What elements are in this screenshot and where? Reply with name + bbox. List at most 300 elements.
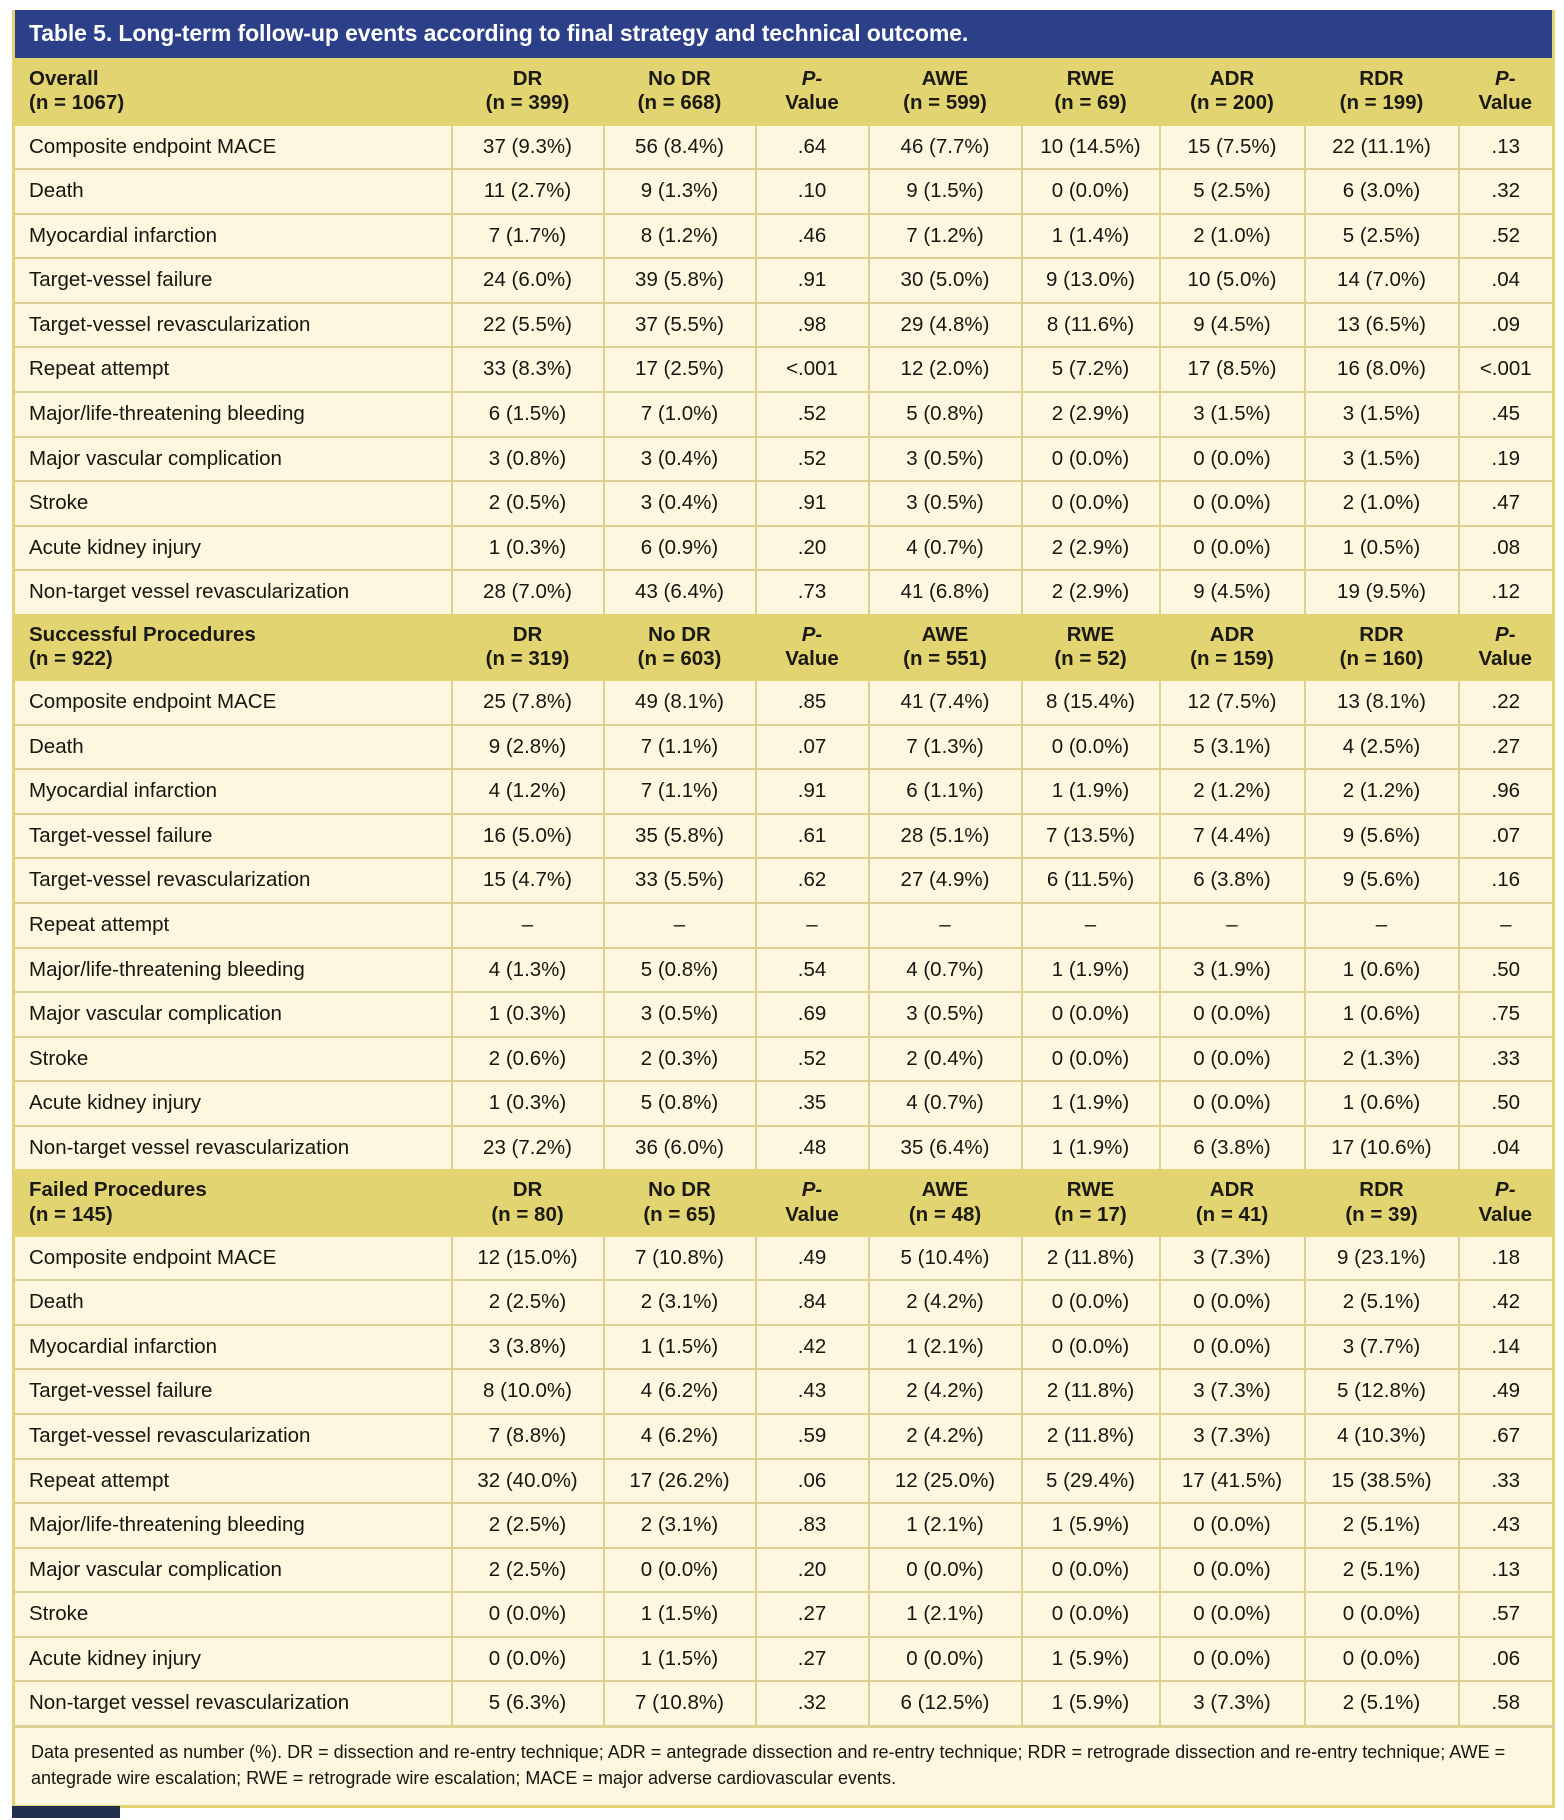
row-label: Stroke [14, 481, 452, 526]
table-cell: 6 (1.1%) [869, 769, 1022, 814]
table-cell: 0 (0.0%) [1160, 1280, 1305, 1325]
table-cell: 0 (0.0%) [452, 1637, 604, 1682]
table-cell: .52 [1459, 214, 1554, 259]
table-cell: 29 (4.8%) [869, 303, 1022, 348]
column-header [1022, 1169, 1160, 1236]
table-cell: 2 (5.1%) [1305, 1548, 1459, 1593]
table-cell: 17 (8.5%) [1160, 347, 1305, 392]
table-row [14, 814, 1554, 859]
section-title: Failed Procedures [29, 1178, 207, 1202]
table-cell: 1 (1.5%) [604, 1592, 756, 1637]
column-header-top: DR [512, 1178, 543, 1202]
table-cell: .84 [756, 1280, 869, 1325]
row-label: Major/life-threatening bleeding [14, 948, 452, 993]
table-cell: 9 (2.8%) [452, 725, 604, 770]
table-cell: 0 (0.0%) [1160, 1637, 1305, 1682]
table-cell: .54 [756, 948, 869, 993]
table-cell: .12 [1459, 570, 1554, 614]
column-header [756, 58, 869, 125]
table-cell: 0 (0.0%) [1160, 992, 1305, 1037]
table-cell: 1 (5.9%) [1022, 1637, 1160, 1682]
table-cell: .08 [1459, 526, 1554, 571]
column-header-bottom: (n = 200) [1190, 91, 1274, 115]
footnote-row [14, 1726, 1554, 1806]
table-cell: 2 (2.5%) [452, 1503, 604, 1548]
table-cell: 7 (10.8%) [604, 1237, 756, 1281]
table-cell: 3 (1.5%) [1305, 392, 1459, 437]
table-cell: 13 (8.1%) [1305, 681, 1459, 725]
table-cell: 8 (11.6%) [1022, 303, 1160, 348]
column-header-bottom: Value [1478, 91, 1533, 115]
column-header-bottom: (n = 80) [491, 1202, 564, 1226]
table-cell: 0 (0.0%) [1022, 725, 1160, 770]
column-header-top: AWE [921, 67, 969, 91]
table-cell: 2 (0.3%) [604, 1037, 756, 1082]
section-name [14, 614, 452, 681]
table-cell: 7 (4.4%) [1160, 814, 1305, 859]
column-header-top: P- [1495, 622, 1516, 646]
table-cell: 9 (4.5%) [1160, 303, 1305, 348]
table-cell: 8 (10.0%) [452, 1369, 604, 1414]
table-cell: .19 [1459, 437, 1554, 482]
table-cell: – [604, 903, 756, 948]
table-row [14, 725, 1554, 770]
table-cell: .14 [1459, 1325, 1554, 1370]
table-cell: .49 [1459, 1369, 1554, 1414]
table-cell: 24 (6.0%) [452, 258, 604, 303]
table-row [14, 1369, 1554, 1414]
column-header-bottom: (n = 17) [1054, 1202, 1127, 1226]
table-cell: <.001 [1459, 347, 1554, 392]
row-label: Non-target vessel revascularization [14, 570, 452, 614]
table-cell: 3 (7.3%) [1160, 1414, 1305, 1459]
table-cell: 0 (0.0%) [1160, 1503, 1305, 1548]
column-header [869, 614, 1022, 681]
column-header-top: ADR [1209, 622, 1255, 646]
table-cell: 9 (1.3%) [604, 169, 756, 214]
column-header-bottom: (n = 551) [903, 647, 987, 671]
column-header [756, 1169, 869, 1236]
table-cell: 4 (1.2%) [452, 769, 604, 814]
table-cell: .35 [756, 1081, 869, 1126]
column-header-bottom: Value [785, 647, 839, 671]
table-cell: 7 (8.8%) [452, 1414, 604, 1459]
section-name [14, 58, 452, 125]
table-cell: 12 (2.0%) [869, 347, 1022, 392]
table-cell: 28 (7.0%) [452, 570, 604, 614]
table-cell: .47 [1459, 481, 1554, 526]
column-header-bottom: (n = 39) [1345, 1202, 1418, 1226]
table-cell: 2 (2.5%) [452, 1280, 604, 1325]
table-cell: .09 [1459, 303, 1554, 348]
table-cell: 2 (1.0%) [1305, 481, 1459, 526]
table-cell: 1 (1.4%) [1022, 214, 1160, 259]
table-cell: 33 (8.3%) [452, 347, 604, 392]
table-cell: 2 (2.9%) [1022, 526, 1160, 571]
table-cell: 3 (7.7%) [1305, 1325, 1459, 1370]
table-cell: 0 (0.0%) [1160, 1037, 1305, 1082]
table-cell: 3 (0.5%) [869, 992, 1022, 1037]
table-cell: .13 [1459, 1548, 1554, 1593]
page-bleed-strip [12, 1802, 1552, 1818]
table-cell: – [1305, 903, 1459, 948]
table-cell: 4 (2.5%) [1305, 725, 1459, 770]
table-cell: 5 (7.2%) [1022, 347, 1160, 392]
table-cell: 2 (2.5%) [452, 1548, 604, 1593]
column-header-bottom: (n = 668) [637, 91, 722, 115]
row-label: Target-vessel failure [14, 1369, 452, 1414]
row-label: Acute kidney injury [14, 1637, 452, 1682]
table-cell: 0 (0.0%) [1160, 481, 1305, 526]
column-header-bottom: (n = 48) [908, 1202, 982, 1226]
column-header [1160, 614, 1305, 681]
table-cell: 0 (0.0%) [1022, 481, 1160, 526]
table-cell: .42 [756, 1325, 869, 1370]
table-cell: 6 (3.8%) [1160, 858, 1305, 903]
section-n: (n = 922) [29, 647, 113, 671]
table-cell: .50 [1459, 1081, 1554, 1126]
column-header-bottom: Value [1478, 1202, 1533, 1226]
table-cell: 41 (7.4%) [869, 681, 1022, 725]
table-cell: 4 (0.7%) [869, 948, 1022, 993]
column-header-bottom: (n = 199) [1339, 91, 1424, 115]
table-cell: – [1160, 903, 1305, 948]
column-header [604, 58, 756, 125]
table-cell: 10 (14.5%) [1022, 126, 1160, 170]
table-cell: 10 (5.0%) [1160, 258, 1305, 303]
table-cell: .59 [756, 1414, 869, 1459]
table-cell: 23 (7.2%) [452, 1126, 604, 1170]
table-cell: .83 [756, 1503, 869, 1548]
table-cell: 1 (0.3%) [452, 526, 604, 571]
section-n: (n = 145) [29, 1202, 113, 1226]
table-cell: 0 (0.0%) [869, 1548, 1022, 1593]
table-row [14, 1414, 1554, 1459]
table-cell: .07 [1459, 814, 1554, 859]
table-cell: .98 [756, 303, 869, 348]
row-label: Death [14, 1280, 452, 1325]
column-header-bottom: Value [785, 91, 839, 115]
table-cell: 1 (2.1%) [869, 1503, 1022, 1548]
section-header-row [14, 58, 1554, 125]
column-header-top: RDR [1359, 1178, 1404, 1202]
column-header [869, 58, 1022, 125]
row-label: Major vascular complication [14, 1548, 452, 1593]
column-header [604, 1169, 756, 1236]
column-header-top: RDR [1359, 67, 1404, 91]
column-header [452, 1169, 604, 1236]
row-label: Death [14, 169, 452, 214]
table-cell: 0 (0.0%) [1022, 1325, 1160, 1370]
table-cell: 0 (0.0%) [604, 1548, 756, 1593]
table-cell: 0 (0.0%) [1160, 526, 1305, 571]
column-header [1305, 58, 1459, 125]
row-label: Composite endpoint MACE [14, 126, 452, 170]
table-cell: .06 [756, 1459, 869, 1504]
table-row [14, 1325, 1554, 1370]
table-cell: 1 (0.6%) [1305, 948, 1459, 993]
table-cell: .43 [756, 1369, 869, 1414]
table-cell: 7 (1.0%) [604, 392, 756, 437]
table-cell: 7 (1.1%) [604, 725, 756, 770]
table-cell: 5 (2.5%) [1305, 214, 1459, 259]
table-cell: .20 [756, 526, 869, 571]
table-cell: 1 (1.5%) [604, 1325, 756, 1370]
row-label: Myocardial infarction [14, 769, 452, 814]
column-header [1305, 1169, 1459, 1236]
table-cell: 6 (12.5%) [869, 1681, 1022, 1726]
table-cell: 2 (11.8%) [1022, 1369, 1160, 1414]
column-header-top: RWE [1066, 1178, 1115, 1202]
table-row [14, 1459, 1554, 1504]
table-cell: 1 (1.9%) [1022, 1081, 1160, 1126]
table-cell: .49 [756, 1237, 869, 1281]
table-cell: .43 [1459, 1503, 1554, 1548]
column-header-top: AWE [921, 1178, 969, 1202]
column-header [604, 614, 756, 681]
column-header-bottom: (n = 599) [903, 91, 987, 115]
table-row [14, 1081, 1554, 1126]
table-cell: 4 (6.2%) [604, 1414, 756, 1459]
table-cell: 30 (5.0%) [869, 258, 1022, 303]
table-cell: 2 (0.6%) [452, 1037, 604, 1082]
column-header [452, 58, 604, 125]
table-cell: 5 (12.8%) [1305, 1369, 1459, 1414]
table-cell: .50 [1459, 948, 1554, 993]
table-cell: 5 (6.3%) [452, 1681, 604, 1726]
table-cell: 0 (0.0%) [1160, 1592, 1305, 1637]
table-cell: .33 [1459, 1037, 1554, 1082]
table-cell: .85 [756, 681, 869, 725]
table-cell: 2 (4.2%) [869, 1414, 1022, 1459]
table-cell: .73 [756, 570, 869, 614]
table-cell: 4 (6.2%) [604, 1369, 756, 1414]
table-cell: 4 (0.7%) [869, 1081, 1022, 1126]
table-cell: – [1459, 903, 1554, 948]
table-cell: .13 [1459, 126, 1554, 170]
table-cell: 39 (5.8%) [604, 258, 756, 303]
table-cell: .91 [756, 258, 869, 303]
column-header-top: ADR [1209, 67, 1255, 91]
table-cell: 0 (0.0%) [1160, 1548, 1305, 1593]
table-cell: 3 (0.4%) [604, 481, 756, 526]
table-cell: 0 (0.0%) [1022, 437, 1160, 482]
table-cell: 12 (25.0%) [869, 1459, 1022, 1504]
table-cell: 1 (5.9%) [1022, 1503, 1160, 1548]
table-cell: 56 (8.4%) [604, 126, 756, 170]
row-label: Stroke [14, 1592, 452, 1637]
table-cell: 17 (41.5%) [1160, 1459, 1305, 1504]
table-cell: 0 (0.0%) [452, 1592, 604, 1637]
column-header-bottom: (n = 69) [1054, 91, 1127, 115]
table-cell: .10 [756, 169, 869, 214]
table-cell: 32 (40.0%) [452, 1459, 604, 1504]
table-cell: 0 (0.0%) [1022, 1592, 1160, 1637]
section-header-row [14, 1169, 1554, 1236]
table-cell: 1 (0.5%) [1305, 526, 1459, 571]
table-cell: 9 (1.5%) [869, 169, 1022, 214]
bleed-block [12, 1806, 120, 1818]
table-cell: 19 (9.5%) [1305, 570, 1459, 614]
table-row [14, 258, 1554, 303]
table-cell: 3 (1.5%) [1305, 437, 1459, 482]
table-cell: 1 (2.1%) [869, 1592, 1022, 1637]
table-footnote: Data presented as number (%). DR = dissection and re-entry technique; ADR = antegrade dissection and re-entry technique; RDR = retrograde dissection and re-entry technique; AWE = antegrade wire escalation; RWE = retrograde wire escalation; MACE = major adverse cardiovascular events. [14, 1726, 1554, 1806]
column-header-top: No DR [648, 1178, 711, 1202]
table-row [14, 769, 1554, 814]
table-cell: 7 (1.3%) [869, 725, 1022, 770]
table-cell: 6 (1.5%) [452, 392, 604, 437]
table-cell: 14 (7.0%) [1305, 258, 1459, 303]
row-label: Myocardial infarction [14, 1325, 452, 1370]
table-cell: 1 (1.9%) [1022, 948, 1160, 993]
table-cell: 17 (10.6%) [1305, 1126, 1459, 1170]
table-cell: 37 (5.5%) [604, 303, 756, 348]
table-cell: 0 (0.0%) [1305, 1637, 1459, 1682]
table-cell: .52 [756, 1037, 869, 1082]
table-cell: 1 (1.5%) [604, 1637, 756, 1682]
table-cell: 22 (11.1%) [1305, 126, 1459, 170]
table-cell: 2 (1.3%) [1305, 1037, 1459, 1082]
table-cell: 2 (4.2%) [869, 1369, 1022, 1414]
table-title: Table 5. Long-term follow-up events according to final strategy and technical outcome. [14, 10, 1554, 58]
row-label: Acute kidney injury [14, 526, 452, 571]
table-cell: 9 (13.0%) [1022, 258, 1160, 303]
table-cell: 37 (9.3%) [452, 126, 604, 170]
table-cell: <.001 [756, 347, 869, 392]
table-cell: .61 [756, 814, 869, 859]
table-cell: 2 (0.4%) [869, 1037, 1022, 1082]
row-label: Non-target vessel revascularization [14, 1681, 452, 1726]
section-n: (n = 1067) [29, 91, 125, 115]
table-cell: .58 [1459, 1681, 1554, 1726]
column-header-top: DR [512, 67, 543, 91]
row-label: Major/life-threatening bleeding [14, 392, 452, 437]
table-cell: 0 (0.0%) [869, 1637, 1022, 1682]
column-header-top: No DR [648, 622, 711, 646]
row-label: Stroke [14, 1037, 452, 1082]
table-row [14, 903, 1554, 948]
table-cell: 0 (0.0%) [1022, 1548, 1160, 1593]
table-cell: 5 (10.4%) [869, 1237, 1022, 1281]
table-cell: .04 [1459, 1126, 1554, 1170]
table-cell: 3 (0.8%) [452, 437, 604, 482]
table-cell: 3 (1.5%) [1160, 392, 1305, 437]
table-cell: 7 (1.7%) [452, 214, 604, 259]
table-row [14, 347, 1554, 392]
table-row [14, 1681, 1554, 1726]
table-cell: .16 [1459, 858, 1554, 903]
table-cell: 1 (0.6%) [1305, 992, 1459, 1037]
table-cell: 22 (5.5%) [452, 303, 604, 348]
table-row [14, 392, 1554, 437]
table-cell: 2 (0.5%) [452, 481, 604, 526]
table-cell: 1 (5.9%) [1022, 1681, 1160, 1726]
table-row [14, 1548, 1554, 1593]
table-cell: 2 (1.0%) [1160, 214, 1305, 259]
table-cell: 3 (1.9%) [1160, 948, 1305, 993]
table-cell: 25 (7.8%) [452, 681, 604, 725]
table-cell: 7 (1.1%) [604, 769, 756, 814]
table-cell: 46 (7.7%) [869, 126, 1022, 170]
table-cell: 5 (29.4%) [1022, 1459, 1160, 1504]
column-header-top: RWE [1066, 67, 1115, 91]
table-cell: 15 (4.7%) [452, 858, 604, 903]
table-cell: 3 (0.5%) [869, 437, 1022, 482]
table-cell: – [756, 903, 869, 948]
table-cell: 2 (2.9%) [1022, 570, 1160, 614]
table-cell: 9 (5.6%) [1305, 814, 1459, 859]
table-cell: 2 (11.8%) [1022, 1414, 1160, 1459]
table-cell: .75 [1459, 992, 1554, 1037]
table-cell: 6 (3.0%) [1305, 169, 1459, 214]
column-header-top: RWE [1066, 622, 1115, 646]
results-table [12, 10, 1555, 1808]
table-cell: 9 (5.6%) [1305, 858, 1459, 903]
column-header [1160, 1169, 1305, 1236]
table-cell: .07 [756, 725, 869, 770]
table-cell: .27 [756, 1592, 869, 1637]
column-header [1459, 614, 1554, 681]
column-header [1305, 614, 1459, 681]
table-cell: 43 (6.4%) [604, 570, 756, 614]
table-cell: .06 [1459, 1637, 1554, 1682]
table-cell: .67 [1459, 1414, 1554, 1459]
table-cell: 0 (0.0%) [1022, 992, 1160, 1037]
table-cell: 2 (5.1%) [1305, 1280, 1459, 1325]
table-row [14, 481, 1554, 526]
row-label: Target-vessel revascularization [14, 303, 452, 348]
table-cell: 27 (4.9%) [869, 858, 1022, 903]
column-header [1459, 58, 1554, 125]
table-cell: .96 [1459, 769, 1554, 814]
row-label: Target-vessel revascularization [14, 858, 452, 903]
table-cell: 2 (1.2%) [1305, 769, 1459, 814]
table-cell: 2 (2.9%) [1022, 392, 1160, 437]
row-label: Composite endpoint MACE [14, 681, 452, 725]
table-cell: .46 [756, 214, 869, 259]
row-label: Target-vessel failure [14, 258, 452, 303]
table-cell: 5 (3.1%) [1160, 725, 1305, 770]
table-cell: 3 (7.3%) [1160, 1237, 1305, 1281]
column-header-top: P- [801, 67, 823, 91]
table-cell: 0 (0.0%) [1022, 1280, 1160, 1325]
table-cell: 3 (0.5%) [869, 481, 1022, 526]
row-label: Target-vessel revascularization [14, 1414, 452, 1459]
table-cell: .27 [756, 1637, 869, 1682]
table-cell: 1 (0.6%) [1305, 1081, 1459, 1126]
table-cell: – [1022, 903, 1160, 948]
table-cell: 3 (0.5%) [604, 992, 756, 1037]
table-cell: 6 (11.5%) [1022, 858, 1160, 903]
column-header-top: RDR [1359, 622, 1404, 646]
table-cell: .27 [1459, 725, 1554, 770]
table-cell: 3 (7.3%) [1160, 1681, 1305, 1726]
column-header-bottom: (n = 319) [485, 647, 570, 671]
table-cell: 35 (5.8%) [604, 814, 756, 859]
table-cell: 7 (13.5%) [1022, 814, 1160, 859]
table-cell: 17 (2.5%) [604, 347, 756, 392]
table-cell: 36 (6.0%) [604, 1126, 756, 1170]
section-header-row [14, 614, 1554, 681]
table-cell: 0 (0.0%) [1305, 1592, 1459, 1637]
row-label: Repeat attempt [14, 347, 452, 392]
column-header [1022, 58, 1160, 125]
table-cell: 1 (0.3%) [452, 992, 604, 1037]
table-cell: .32 [1459, 169, 1554, 214]
column-header-top: P- [801, 1178, 823, 1202]
table-cell: 4 (10.3%) [1305, 1414, 1459, 1459]
